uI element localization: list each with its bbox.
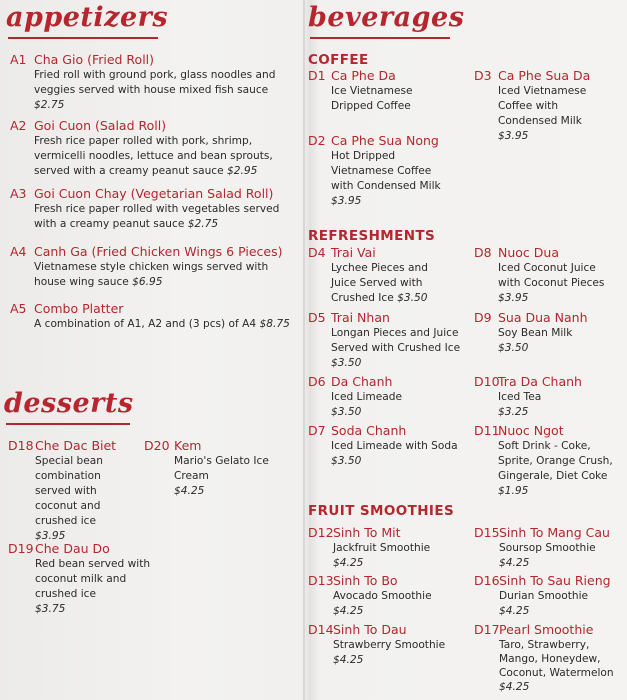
item-code: D4 (308, 245, 326, 260)
menu-item (474, 68, 624, 144)
coffee-heading: COFFEE (308, 52, 369, 68)
menu-item (10, 186, 295, 232)
menu-item (474, 374, 624, 420)
item-desc: Avocado Smoothie (333, 590, 432, 602)
menu-item (10, 244, 300, 290)
item-name: Pearl Smoothie (499, 622, 594, 637)
item-price: $4.25 (499, 605, 530, 617)
item-price: $3.50 (331, 455, 362, 467)
item-code: A4 (10, 244, 27, 259)
item-desc: Lychee Pieces and Juice Served with Crushed Ice (331, 262, 428, 304)
item-desc: Durian Smoothie (499, 590, 589, 602)
item-desc: Red bean served with coconut milk and crushed ice (35, 558, 151, 600)
desserts-underline (6, 423, 130, 425)
item-name: Kem (174, 438, 202, 453)
item-name: Nuoc Dua (498, 245, 559, 260)
item-code: D7 (308, 423, 326, 438)
menu-item (8, 438, 140, 544)
menu-item (308, 68, 468, 114)
menu-item (474, 525, 624, 571)
item-price: $2.75 (34, 99, 65, 111)
beverages-heading: beverages (308, 2, 465, 33)
item-code: D8 (474, 245, 492, 260)
item-name: Goi Cuon Chay (Vegetarian Salad Roll) (34, 186, 274, 201)
item-price: $3.50 (331, 357, 362, 369)
item-code: D5 (308, 310, 326, 325)
desserts-heading: desserts (4, 388, 134, 419)
item-price: $4.25 (333, 605, 364, 617)
menu-item (308, 245, 470, 306)
item-name: Tra Da Chanh (498, 374, 582, 389)
item-price: $3.50 (498, 342, 529, 354)
item-name: Canh Ga (Fried Chicken Wings 6 Pieces) (34, 244, 283, 259)
item-desc: Fresh rice paper rolled with vegetables served with a creamy peanut sauce (34, 203, 280, 230)
item-desc: Iced Limeade with Soda (331, 440, 458, 452)
item-price: $6.95 (132, 276, 163, 288)
item-desc: Iced Coconut Juice with Coconut Pieces (498, 262, 605, 289)
item-price: $3.95 (35, 530, 66, 542)
item-name: Ca Phe Da (331, 68, 396, 83)
item-code: D13 (308, 573, 334, 588)
item-desc: Vietnamese style chicken wings served with house wing sauce (34, 261, 269, 288)
item-price: $3.95 (498, 130, 529, 142)
item-code: D18 (8, 438, 34, 453)
appetizers-underline (8, 37, 158, 39)
item-price: $3.50 (331, 406, 362, 418)
item-code: D1 (308, 68, 326, 83)
menu-item (10, 118, 295, 179)
item-name: Ca Phe Sua Nong (331, 133, 439, 148)
menu-item (474, 622, 624, 694)
item-code: D10 (474, 374, 500, 389)
item-code: D3 (474, 68, 492, 83)
item-code: D9 (474, 310, 492, 325)
item-name: Trai Vai (331, 245, 376, 260)
menu-item (474, 245, 624, 306)
item-name: Sinh To Mit (333, 525, 401, 540)
beverages-underline (310, 37, 450, 39)
item-price: $3.95 (331, 195, 362, 207)
item-price: $3.75 (35, 603, 66, 615)
item-code: A2 (10, 118, 27, 133)
fruit-smoothies-heading: FRUIT SMOOTHIES (308, 503, 455, 519)
item-price: $4.25 (499, 681, 530, 693)
item-code: D16 (474, 573, 500, 588)
item-code: D6 (308, 374, 326, 389)
menu-item (10, 52, 295, 113)
item-desc: Jackfruit Smoothie (333, 542, 431, 554)
item-code: D20 (144, 438, 170, 453)
item-code: A1 (10, 52, 27, 67)
item-desc: Strawberry Smoothie (333, 639, 446, 651)
menu-item (8, 541, 170, 617)
item-desc: Soy Bean Milk (498, 327, 573, 339)
item-price: $4.25 (174, 485, 205, 497)
item-name: Combo Platter (34, 301, 124, 316)
item-price: $3.25 (498, 406, 529, 418)
item-code: D14 (308, 622, 334, 637)
menu-item (308, 310, 473, 371)
item-name: Sinh To Mang Cau (499, 525, 610, 540)
item-price: $3.95 (498, 292, 529, 304)
item-desc: A combination of A1, A2 and (3 pcs) of A4 (34, 318, 257, 330)
menu-item (308, 374, 470, 420)
item-code: A3 (10, 186, 27, 201)
item-desc: Taro, Strawberry, Mango, Honeydew, Coconut, Watermelon (499, 639, 614, 679)
menu-item (308, 133, 473, 209)
refreshments-heading: REFRESHMENTS (308, 228, 436, 244)
item-desc: Iced Limeade (331, 391, 402, 403)
item-name: Goi Cuon (Salad Roll) (34, 118, 167, 133)
item-desc: Fresh rice paper rolled with pork, shrimp, vermicelli noodles, lettuce and bean sprouts, served with a creamy peanut sauce (34, 135, 273, 177)
item-price: $2.95 (227, 165, 258, 177)
item-price: $4.25 (333, 654, 364, 666)
item-code: D17 (474, 622, 500, 637)
item-code: A5 (10, 301, 27, 316)
item-price: $8.75 (259, 318, 290, 330)
menu-item (308, 423, 473, 469)
item-name: Soda Chanh (331, 423, 407, 438)
item-desc: Soft Drink - Coke, Sprite, Orange Crush, Gingerale, Diet Coke (498, 440, 613, 482)
item-name: Sinh To Sau Rieng (499, 573, 611, 588)
item-name: Sua Dua Nanh (498, 310, 588, 325)
menu-item (10, 301, 300, 332)
item-desc: Iced Tea (498, 391, 542, 403)
item-desc: Iced Vietnamese Coffee with Condensed Milk (498, 85, 587, 127)
item-desc: Hot Dripped Vietnamese Coffee with Condensed Milk (331, 150, 441, 192)
menu-item (474, 573, 624, 619)
item-code: D19 (8, 541, 34, 556)
item-name: Che Dac Biet (35, 438, 117, 453)
appetizers-heading: appetizers (6, 2, 169, 33)
item-name: Nuoc Ngot (498, 423, 564, 438)
item-name: Sinh To Dau (333, 622, 407, 637)
menu-item (474, 310, 624, 356)
item-name: Trai Nhan (331, 310, 390, 325)
item-name: Ca Phe Sua Da (498, 68, 591, 83)
item-price: $3.50 (397, 292, 428, 304)
menu-item (308, 525, 473, 571)
item-price: $2.75 (187, 218, 219, 230)
item-desc: Special bean combination served with coconut and crushed ice (35, 455, 103, 527)
item-desc: Mario's Gelato Ice Cream (174, 455, 269, 482)
item-code: D12 (308, 525, 334, 540)
item-price: $4.25 (333, 557, 364, 569)
item-name: Cha Gio (Fried Roll) (34, 52, 155, 67)
page-fold (303, 0, 305, 700)
menu-item (144, 438, 294, 499)
item-price: $1.95 (498, 485, 529, 497)
item-name: Da Chanh (331, 374, 393, 389)
menu-item (308, 573, 473, 619)
item-desc: Longan Pieces and Juice Served with Crushed Ice (331, 327, 461, 354)
item-price: $4.25 (499, 557, 530, 569)
menu-item (474, 423, 624, 499)
item-desc: Fried roll with ground pork, glass noodles and veggies served with house mixed fish sauce (34, 69, 276, 96)
item-code: D2 (308, 133, 326, 148)
item-desc: Soursop Smoothie (499, 542, 596, 554)
menu-item (308, 622, 473, 668)
item-code: D15 (474, 525, 500, 540)
item-name: Che Dau Do (35, 541, 110, 556)
item-desc: Ice Vietnamese Dripped Coffee (331, 85, 413, 112)
item-code: D11 (474, 423, 500, 438)
item-name: Sinh To Bo (333, 573, 398, 588)
